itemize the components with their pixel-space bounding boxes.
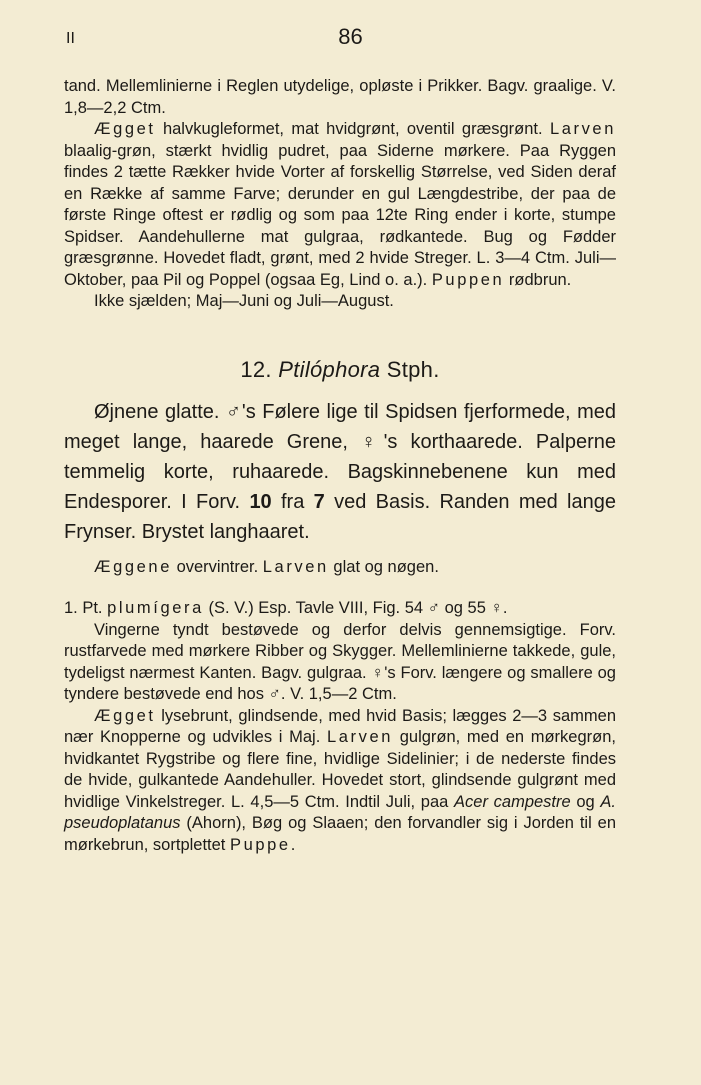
species-heading xyxy=(64,598,616,620)
paragraph-egg-larva xyxy=(64,119,616,291)
species-egg-larva xyxy=(64,706,616,857)
text-run: (Ahorn), Bøg og Slaaen; den forvandler sig i Jorden til en mørkebrun, sortplettet xyxy=(64,814,616,854)
vein-number: 10 xyxy=(249,490,272,513)
signature-mark: II xyxy=(66,30,75,47)
species-wings: Vingerne tyndt bestøvede og derfor delvis gennemsigtige. Forv. rustfarvede med mørkere Ribber og Skygger. Mellemlinierne takkede, gule, tydeligst nærmest Kanten. Bagv. gulgraa. ♀'s Forv. længere og smallere og tyndere bestøvede end hos ♂. V. 1,5—2 Ctm. xyxy=(64,620,616,703)
text-run: gulgrøn, med en mørkegrøn, hvidkantet Rygstribe og flere fine, hvidlige Sidelinier; i de nederste findes de hvide, gulkantede Aandehuller. Hovedet stort, glindsende gulgrønt med hvidlige Vinkelstreger. L. 4,5—5 Ctm. Indtil Juli, paa xyxy=(64,728,616,811)
text-run: lysebrunt, glindsende, med hvid Basis; lægges 2—3 sammen nær Knopperne og udvikles i Maj. xyxy=(64,706,616,746)
spaced-term: Larven xyxy=(326,728,394,746)
paragraph-continued: tand. Mellemlinierne i Reglen utydelige, opløste i Prikker. Bagv. graalige. V. 1,8—2,2 Ctm. xyxy=(64,77,616,117)
text-run: og xyxy=(570,792,601,811)
vein-number: 7 xyxy=(313,490,325,513)
text-run: glat og nøgen. xyxy=(328,557,439,576)
page-header xyxy=(0,24,701,54)
page-body xyxy=(64,76,616,856)
text-run: blaalig-grøn, stærkt hvidlig pudret, paa Siderne mørkere. Paa Ryggen findes 2 tætte Rækker hvide Vorter af forskellig Størrelse, ved Siden deraf en Række af samme Farve; derunder en gul Længdestribe, der paa de første Ringe oftest er rødlig og som paa 12te Ring ender i korte, stumpe Spidser. Aandehullerne mat gulgraa, rødkantede. Bug og Fødder græsgrønne. Hovedet fladt, grønt, med 2 hvide Streger. L. 3—4 Ctm. Juli—Oktober, paa Pil og Poppel (ogsaa Eg, Lind o. a.). xyxy=(64,141,616,289)
genus-number: 12. xyxy=(240,356,279,382)
spaced-term: Puppen xyxy=(431,270,505,289)
species-name: plumígera xyxy=(107,599,204,617)
spaced-term: Puppe xyxy=(229,835,291,854)
text-run: rødbrun. xyxy=(504,270,572,289)
genus-heading xyxy=(64,357,616,383)
spaced-term: Ægget xyxy=(94,706,156,725)
text-run: fra xyxy=(271,490,314,513)
spaced-term: Ægget xyxy=(94,120,156,138)
text-run: ved Basis. Randen med lange Frynser. Brystet langhaaret. xyxy=(64,490,616,543)
spaced-term: Larven xyxy=(262,557,329,576)
plant-name: Acer campestre xyxy=(454,792,571,811)
page-number: 86 xyxy=(338,24,363,49)
genus-description-text xyxy=(64,397,616,547)
spaced-term: Larven xyxy=(549,120,616,138)
species-reference: (S. V.) Esp. Tavle VIII, Fig. 54 ♂ og 55 ♀. xyxy=(203,599,508,617)
genus-name: Ptilóphora xyxy=(278,356,381,382)
text-run: overvintrer. xyxy=(171,557,263,576)
genus-author: Stph. xyxy=(380,356,440,382)
text-run: halvkugleformet, mat hvidgrønt, oventil græsgrønt. xyxy=(155,120,550,138)
species-number: 1. Pt. xyxy=(64,599,108,617)
genus-description xyxy=(64,397,616,547)
text-run: . xyxy=(290,835,296,854)
text-run: Øjnene glatte. ♂'s Følere lige til Spidsen fjerformede, med meget lange, haarede Grene, ♀'s korthaarede. Palperne temmelig korte, ruhaarede. Bagskinnebenene kun med Endesporer. I Forv. xyxy=(64,400,616,513)
paragraph-occurrence: Ikke sjælden; Maj—Juni og Juli—August. xyxy=(94,292,394,310)
genus-note xyxy=(64,557,616,579)
spaced-term: Æggene xyxy=(94,557,172,576)
plant-name: A. pseudoplatanus xyxy=(64,792,616,832)
